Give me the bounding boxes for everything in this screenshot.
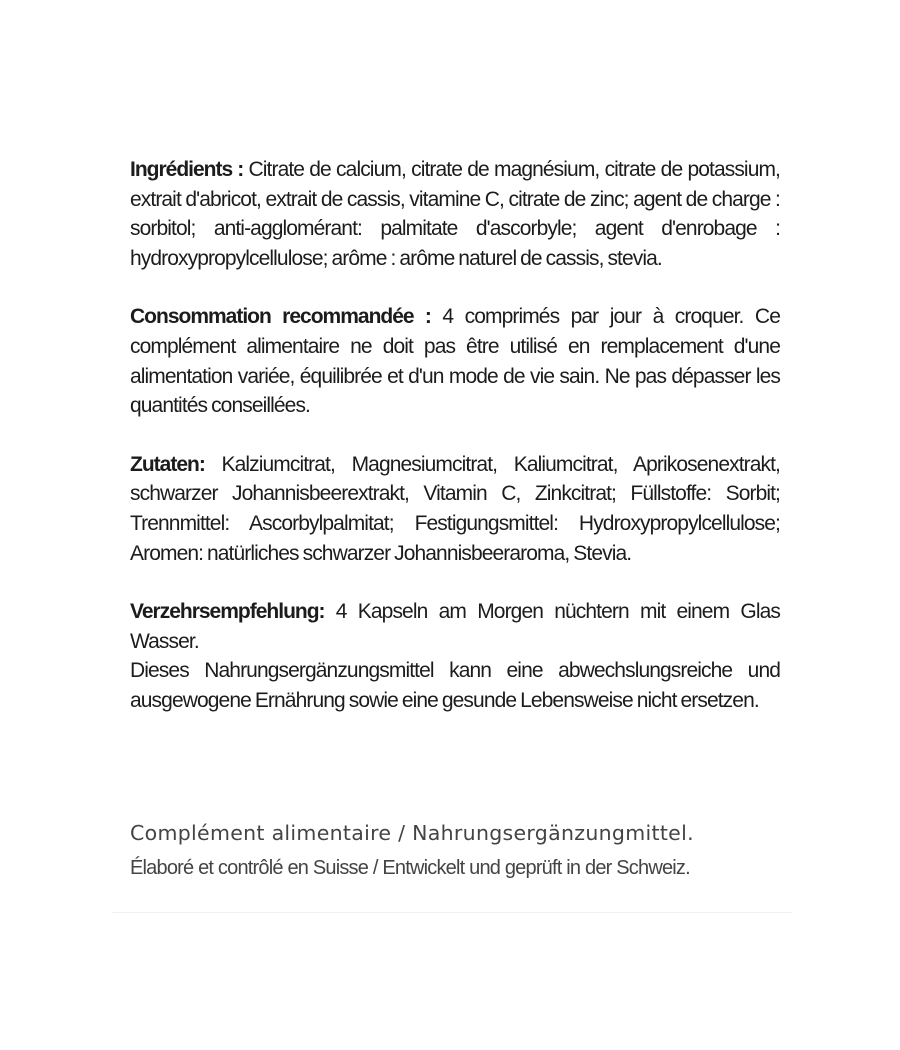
dosage-de-heading: Verzehrsempfehlung: (130, 600, 325, 624)
ingredients-de-paragraph (130, 450, 780, 568)
footer-origin: Élaboré et contrôlé en Suisse / Entwickelt und geprüft in der Schweiz. (130, 857, 690, 879)
ingredients-de-heading: Zutaten: (130, 452, 205, 476)
ingredients-de-text: Kalziumcitrat, Magnesiumcitrat, Kaliumcitrat, Aprikosenextrakt, schwarzer Johannisbeerextrakt, Vitamin C, Zinkcitrat; Füllstoffe: Sorbit; Trennmittel: Ascorbylpalmitat; Festigungsmittel: Hydroxypropylcellulose; Aromen: natürliches schwarzer Johannisbeeraroma, Stevia. (130, 452, 780, 565)
ingredients-fr-text: Citrate de calcium, citrate de magnésium, citrate de potassium, extrait d'abricot, extrait de cassis, vitamine C, citrate de zinc; agent de charge : sorbitol; anti-agglomérant: palmitate d'ascorbyle; agent d'enrobage : hydroxypropylcellulose; arôme : arôme naturel de cassis, stevia. (130, 158, 780, 270)
dosage-fr-text: 4 comprimés par jour à croquer. Ce complément alimentaire ne doit pas être utilisé en remplacement d'une alimentation variée, équilibrée et d'un mode de vie sain. Ne pas dépasser les quantités conseillées. (130, 305, 780, 418)
dosage-fr-paragraph (130, 302, 780, 420)
dosage-de-warning-text: Dieses Nahrungsergänzungsmittel kann eine abwechslungsreiche und ausgewogene Ernährung sowie eine gesunde Lebensweise nicht ersetzen. (130, 659, 780, 712)
label-text-block (130, 155, 780, 745)
ingredients-fr-heading: Ingrédients : (130, 158, 244, 181)
dosage-fr-heading: Consommation recommandée : (130, 305, 431, 329)
dosage-de-paragraph (130, 597, 780, 715)
dosage-de-text: 4 Kapseln am Morgen nüchtern mit einem Glas Wasser. (130, 600, 780, 653)
ingredients-fr-paragraph (130, 155, 780, 273)
divider (112, 912, 792, 913)
footer (130, 817, 810, 883)
footer-product-type: Complément alimentaire / Nahrungsergänzungmittel. (130, 821, 694, 845)
